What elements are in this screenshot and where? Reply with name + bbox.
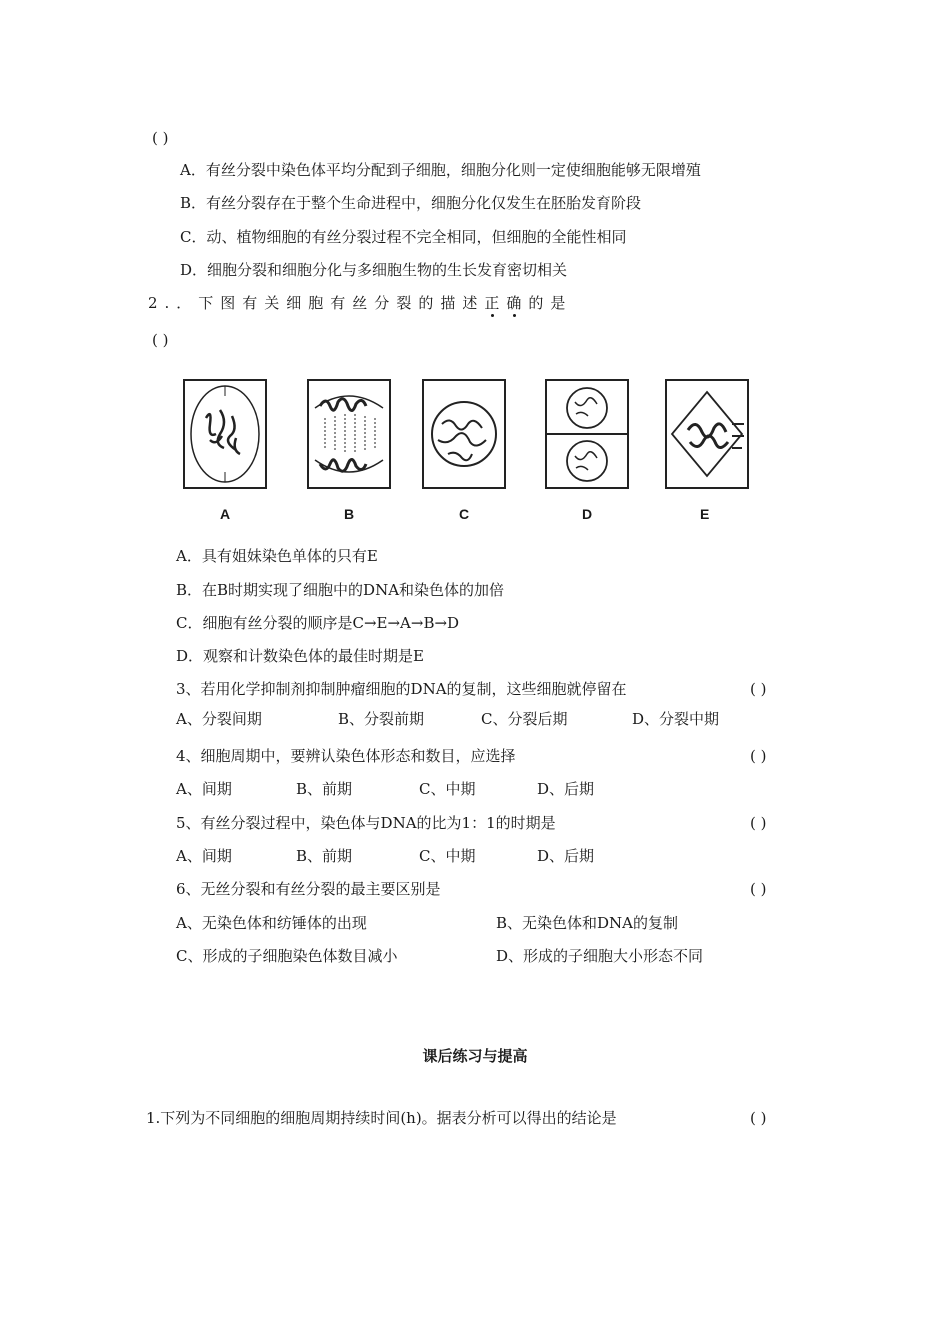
q2-emphasis-2: 确 xyxy=(506,294,529,312)
q6-option-d: D、形成的子细胞大小形态不同 xyxy=(496,947,704,965)
q1-answer-paren: ( ) xyxy=(152,129,169,147)
figure-label-e: E xyxy=(700,506,710,522)
q5-option-a: A、间期 xyxy=(176,847,232,865)
q3-option-a: A、分裂间期 xyxy=(176,710,262,728)
cell-c-chromatin xyxy=(438,420,486,460)
q6-answer-paren: ( ) xyxy=(750,880,767,898)
q5-answer-paren: ( ) xyxy=(750,814,767,832)
q2-option-d: D．观察和计数染色体的最佳时期是E xyxy=(176,647,424,665)
q1-option-c: C．动、植物细胞的有丝分裂过程不完全相同，但细胞的全能性相同 xyxy=(180,228,627,246)
cell-a-spindle xyxy=(191,386,259,482)
q5-option-c: C、中期 xyxy=(419,847,476,865)
q6-stem: 6、无丝分裂和有丝分裂的最主要区别是 xyxy=(176,880,441,898)
q5-option-d: D、后期 xyxy=(537,847,595,865)
q1-option-a: A．有丝分裂中染色体平均分配到子细胞，细胞分化则一定使细胞能够无限增殖 xyxy=(180,161,701,179)
q4-stem: 4、细胞周期中，要辨认染色体形态和数目，应选择 xyxy=(176,747,516,765)
cell-e-chromosomes xyxy=(688,424,728,448)
practice-q1-answer-paren: ( ) xyxy=(750,1109,767,1127)
q2-stem-suffix: 的是 xyxy=(528,294,573,312)
figure-label-b: B xyxy=(344,506,355,522)
q4-option-a: A、间期 xyxy=(176,780,232,798)
figure-label-d: D xyxy=(582,506,593,522)
q3-stem: 3、若用化学抑制剂抑制肿瘤细胞的DNA的复制，这些细胞就停留在 xyxy=(176,680,627,698)
q6-option-b: B、无染色体和DNA的复制 xyxy=(496,914,679,932)
q3-option-c: C、分裂后期 xyxy=(481,710,568,728)
q3-option-d: D、分裂中期 xyxy=(632,710,720,728)
section-heading: 课后练习与提高 xyxy=(422,1047,528,1065)
q2-option-a: A．具有姐妹染色单体的只有E xyxy=(176,547,378,565)
q5-option-b: B、前期 xyxy=(296,847,353,865)
cell-a-chromosomes xyxy=(206,410,240,454)
q4-option-c: C、中期 xyxy=(419,780,476,798)
q6-option-c: C、形成的子细胞染色体数目减小 xyxy=(176,947,398,965)
practice-q1-stem: 1.下列为不同细胞的细胞周期持续时间(h)。据表分析可以得出的结论是 xyxy=(146,1109,617,1127)
q3-answer-paren: ( ) xyxy=(750,680,767,698)
q3-option-b: B、分裂前期 xyxy=(338,710,425,728)
figure-label-a: A xyxy=(220,506,231,522)
cell-a-frame xyxy=(184,380,266,488)
q4-option-b: B、前期 xyxy=(296,780,353,798)
q1-option-d: D．细胞分裂和细胞分化与多细胞生物的生长发育密切相关 xyxy=(180,261,568,279)
q6-option-a: A、无染色体和纺锤体的出现 xyxy=(176,914,367,932)
cell-e-spindle xyxy=(672,392,742,476)
q5-stem: 5、有丝分裂过程中，染色体与DNA的比为1：1的时期是 xyxy=(176,814,556,832)
q2-answer-paren: ( ) xyxy=(152,331,169,349)
figure-label-c: C xyxy=(459,506,470,522)
mitosis-figure xyxy=(180,368,770,538)
q2-stem xyxy=(148,293,572,313)
cell-b-chromosomes xyxy=(320,399,366,471)
mitosis-figure-drawing xyxy=(180,368,770,508)
q2-option-c: C．细胞有丝分裂的顺序是C→E→A→B→D xyxy=(176,614,460,632)
cell-e-frame xyxy=(666,380,748,488)
q1-option-b: B．有丝分裂存在于整个生命进程中，细胞分化仅发生在胚胎发育阶段 xyxy=(180,194,642,212)
q4-answer-paren: ( ) xyxy=(750,747,767,765)
q2-stem-prefix: 2.．下图有关细胞有丝分裂的描述 xyxy=(148,294,485,312)
q2-emphasis-1: 正 xyxy=(484,294,507,312)
q4-option-d: D、后期 xyxy=(537,780,595,798)
q2-option-b: B．在B时期实现了细胞中的DNA和染色体的加倍 xyxy=(176,581,505,599)
